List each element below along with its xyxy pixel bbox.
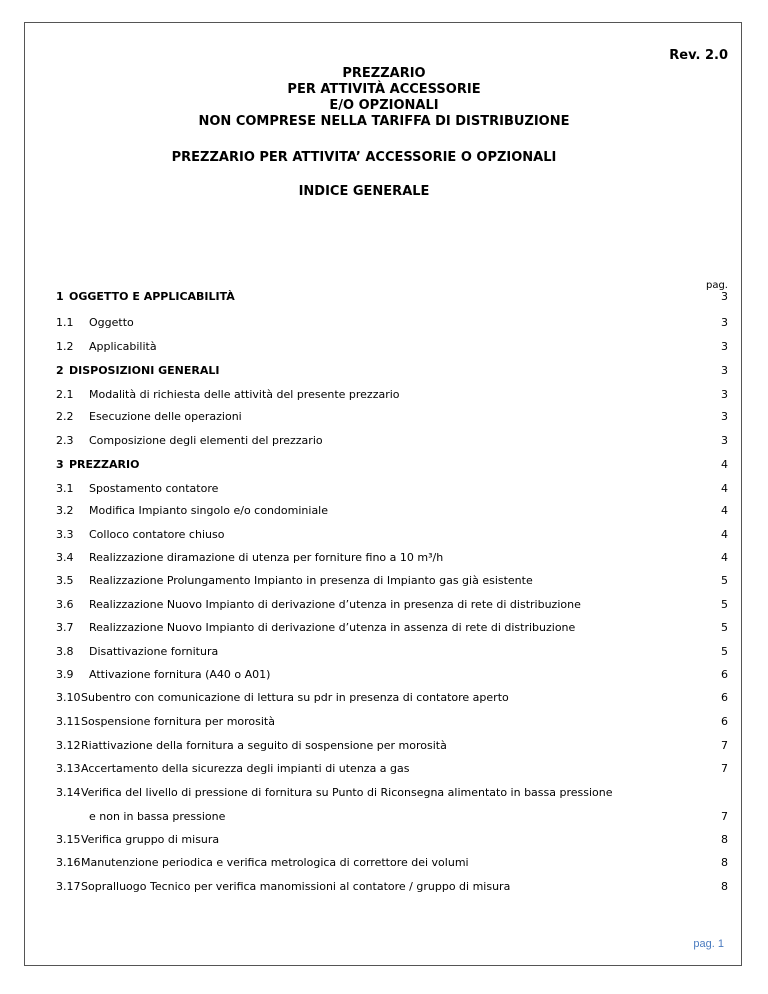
toc-entry-page: 4 — [721, 504, 728, 517]
toc-entry[interactable] — [56, 362, 728, 380]
toc-entry-number: 3.9 — [56, 668, 74, 681]
toc-entry-page: 4 — [721, 528, 728, 541]
toc-entry[interactable] — [56, 643, 728, 661]
toc-entry-label: Disattivazione fornitura — [89, 645, 219, 658]
toc-entry-page: 6 — [721, 691, 728, 704]
toc-entry-label: Accertamento della sicurezza degli impianti di utenza a gas — [81, 762, 410, 775]
toc-entry[interactable] — [56, 619, 728, 637]
toc-entry-number: 3.14 — [56, 786, 81, 799]
toc-entry-page: 4 — [721, 482, 728, 495]
toc-entry[interactable] — [56, 456, 728, 474]
toc-entry-label: Oggetto — [89, 316, 134, 329]
toc-entry-number: 3.7 — [56, 621, 74, 634]
toc-entry-label: Subentro con comunicazione di lettura su pdr in presenza di contatore aperto — [81, 691, 509, 704]
toc-entry[interactable] — [56, 784, 728, 802]
toc-entry-number: 3.17 — [56, 880, 81, 893]
toc-entry-label: Spostamento contatore — [89, 482, 219, 495]
toc-entry-number: 3.16 — [56, 856, 81, 869]
toc-entry-label: Modifica Impianto singolo e/o condominiale — [89, 504, 329, 517]
toc-entry-label: e non in bassa pressione — [89, 810, 226, 823]
toc-entry-page: 7 — [721, 810, 728, 823]
toc-entry-page: 3 — [721, 388, 728, 401]
toc-entry-label: Sopralluogo Tecnico per verifica manomissioni al contatore / gruppo di misura — [81, 880, 511, 893]
toc-entry-label: OGGETTO E APPLICABILITÀ — [69, 290, 235, 303]
revision-label: Rev. 2.0 — [669, 48, 728, 63]
toc-entry-page: 3 — [721, 290, 728, 303]
toc-entry[interactable] — [56, 338, 728, 356]
document-subtitle: PREZZARIO PER ATTIVITA’ ACCESSORIE O OPZIONALI — [171, 150, 557, 165]
document-title — [0, 66, 768, 130]
toc-entry-label: Colloco contatore chiuso — [89, 528, 225, 541]
toc-entry[interactable] — [56, 831, 728, 849]
toc-entry[interactable] — [56, 808, 728, 826]
toc-entry-number: 1 — [56, 290, 64, 303]
toc-entry-label: Applicabilità — [89, 340, 157, 353]
toc-entry-page: 8 — [721, 833, 728, 846]
index-title: INDICE GENERALE — [298, 184, 430, 199]
toc-entry-number: 3.6 — [56, 598, 74, 611]
toc-entry-page: 4 — [721, 458, 728, 471]
toc-entry[interactable] — [56, 386, 728, 404]
toc-entry-label: Sospensione fornitura per morosità — [81, 715, 275, 728]
toc-entry-page: 5 — [721, 645, 728, 658]
toc-entry[interactable] — [56, 666, 728, 684]
toc-entry-label: Esecuzione delle operazioni — [89, 410, 242, 423]
toc-entry-label: Realizzazione Nuovo Impianto di derivazione d’utenza in presenza di rete di distribuzione — [89, 598, 581, 611]
toc-entry[interactable] — [56, 526, 728, 544]
toc-entry-number: 3.13 — [56, 762, 81, 775]
toc-entry-page: 3 — [721, 434, 728, 447]
toc-entry-label: DISPOSIZIONI GENERALI — [69, 364, 220, 377]
toc-entry-number: 3.2 — [56, 504, 74, 517]
toc-entry-number: 2.2 — [56, 410, 74, 423]
toc-entry-label: Manutenzione periodica e verifica metrologica di correttore dei volumi — [81, 856, 469, 869]
toc-entry-number: 2 — [56, 364, 64, 377]
toc-entry[interactable] — [56, 288, 728, 306]
toc-entry-page: 6 — [721, 715, 728, 728]
toc-entry-label: Composizione degli elementi del prezzario — [89, 434, 323, 447]
toc-entry-page: 5 — [721, 621, 728, 634]
toc-entry[interactable] — [56, 502, 728, 520]
toc-entry-number: 3.5 — [56, 574, 74, 587]
title-line: PER ATTIVITÀ ACCESSORIE — [287, 82, 481, 97]
toc-entry-label: Verifica del livello di pressione di fornitura su Punto di Riconsegna alimentato in bassa pressione — [81, 786, 613, 799]
toc-entry[interactable] — [56, 878, 728, 896]
toc-entry[interactable] — [56, 432, 728, 450]
toc-entry-label: Realizzazione Nuovo Impianto di derivazione d’utenza in assenza di rete di distribuzione — [89, 621, 576, 634]
toc-entry-number: 2.3 — [56, 434, 74, 447]
toc-entry-page: 3 — [721, 316, 728, 329]
toc-entry[interactable] — [56, 408, 728, 426]
toc-entry[interactable] — [56, 854, 728, 872]
toc-entry[interactable] — [56, 689, 728, 707]
toc-entry-page: 8 — [721, 856, 728, 869]
toc-entry-label: Attivazione fornitura (A40 o A01) — [89, 668, 271, 681]
toc-entry[interactable] — [56, 737, 728, 755]
toc-entry-page: 5 — [721, 574, 728, 587]
toc-entry[interactable] — [56, 480, 728, 498]
title-line: E/O OPZIONALI — [329, 98, 439, 113]
title-line: PREZZARIO — [342, 66, 426, 81]
toc-entry-number: 3.11 — [56, 715, 81, 728]
page-number-footer: pag. 1 — [693, 938, 724, 950]
toc-entry[interactable] — [56, 549, 728, 567]
toc-entry-number: 3.8 — [56, 645, 74, 658]
toc-entry-number: 3.15 — [56, 833, 81, 846]
toc-entry-number: 3 — [56, 458, 64, 471]
toc-entry[interactable] — [56, 713, 728, 731]
toc-entry-number: 3.10 — [56, 691, 81, 704]
toc-entry[interactable] — [56, 760, 728, 778]
toc-entry[interactable] — [56, 314, 728, 332]
toc-entry-number: 1.2 — [56, 340, 74, 353]
toc-entry-label: Verifica gruppo di misura — [81, 833, 220, 846]
toc-entry-page: 7 — [721, 762, 728, 775]
toc-entry-number: 1.1 — [56, 316, 74, 329]
toc-entry-number: 3.4 — [56, 551, 74, 564]
toc-entry-page: 6 — [721, 668, 728, 681]
toc-entry-label: PREZZARIO — [69, 458, 140, 471]
toc-entry-page: 3 — [721, 364, 728, 377]
toc-entry-label: Realizzazione Prolungamento Impianto in presenza di Impianto gas già esistente — [89, 574, 533, 587]
toc-entry-number: 3.1 — [56, 482, 74, 495]
toc-entry-page: 5 — [721, 598, 728, 611]
toc-entry-page: 4 — [721, 551, 728, 564]
toc-page-column-label: pag. — [705, 280, 728, 291]
toc-entry-number: 3.3 — [56, 528, 74, 541]
toc-entry[interactable] — [56, 596, 728, 614]
toc-entry-number: 2.1 — [56, 388, 74, 401]
toc-entry-page: 3 — [721, 340, 728, 353]
toc-entry-page: 8 — [721, 880, 728, 893]
toc-entry-number: 3.12 — [56, 739, 81, 752]
toc-entry-label: Riattivazione della fornitura a seguito di sospensione per morosità — [81, 739, 447, 752]
toc-entry-page: 7 — [721, 739, 728, 752]
title-line: NON COMPRESE NELLA TARIFFA DI DISTRIBUZIONE — [198, 114, 570, 129]
toc-entry-page: 3 — [721, 410, 728, 423]
toc-entry-label: Realizzazione diramazione di utenza per forniture fino a 10 m³/h — [89, 551, 444, 564]
toc-entry[interactable] — [56, 572, 728, 590]
toc-entry-label: Modalità di richiesta delle attività del presente prezzario — [89, 388, 400, 401]
